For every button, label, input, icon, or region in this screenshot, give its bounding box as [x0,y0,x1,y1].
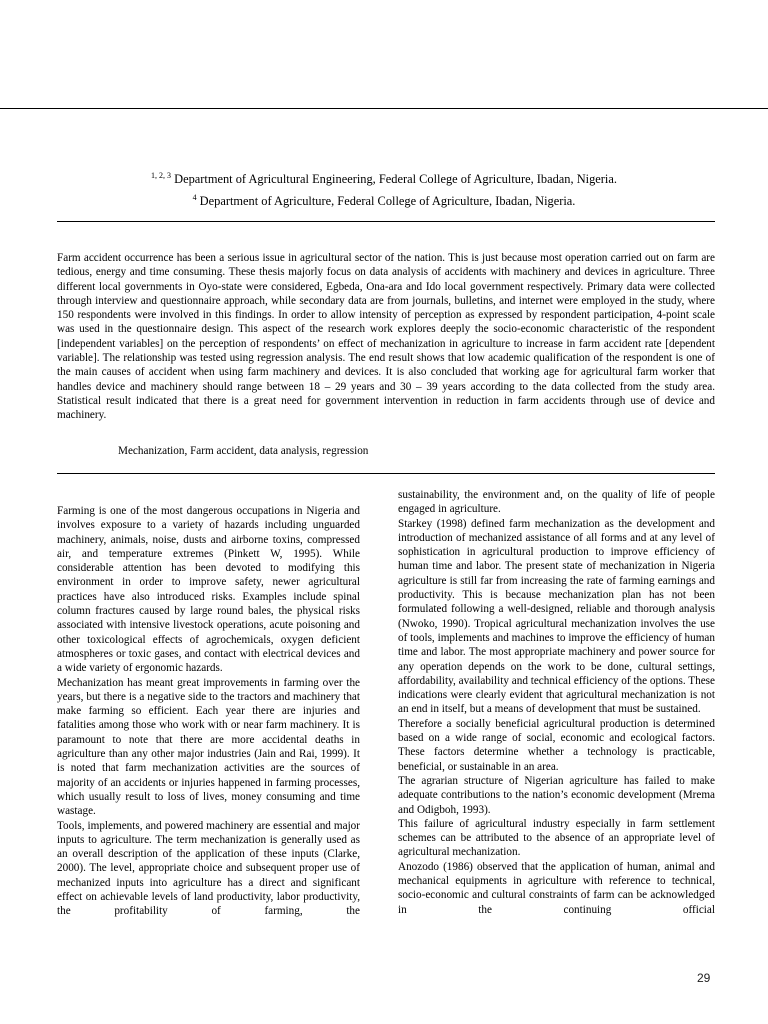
affiliation-1 [0,171,768,187]
affiliation-1-text: Department of Agricultural Engineering, Federal College of Agriculture, Ibadan, Nigeria. [171,172,617,186]
affiliation-divider [57,221,715,222]
left-paragraph-3: Tools, implements, and powered machinery are essential and major inputs to agriculture. The term mechanization is generally used as an overall description of the application of these inputs (Clarke, 2000). The level, appropriate choice and subsequent proper use of mechanized inputs into agriculture has a direct and significant effect on achievable levels of land productivity, labor productivity, the profitability of farming, the [57,819,360,918]
left-column [57,504,360,919]
right-paragraph-1: sustainability, the environment and, on the quality of life of people engaged in agriculture. [398,489,715,516]
page-number: 29 [697,971,711,985]
affiliation-2-superscript: 4 [192,193,197,202]
left-paragraph-2: Mechanization has meant great improvements in farming over the years, but there is a negative side to the tractors and machinery that make farming so efficient. Each year there are injuries and fatalities among those who work with or near farm machinery. It is paramount to note that there are more accidental deaths in agriculture than any other major industries (Jain and Rai, 1999). It is noted that farm mechanization activities are the sources of majority of an accidents or injuries happened in farming processes, which usually result to loss of lives, money consuming and time wastage. [57,676,360,818]
header-rule [0,108,768,109]
right-column [398,488,715,917]
right-paragraph-6: Anozodo (1986) observed that the application of human, animal and mechanical equipments in agriculture with reference to technical, socio-economic and cultural constraints of farm can be acknowledged in the continuing official [398,860,715,916]
left-paragraph-1: Farming is one of the most dangerous occupations in Nigeria and involves exposure to a variety of hazards including unguarded machinery, animals, noise, dusts and airborne toxins, compressed air, and temperature extremes (Pinkett W, 1995). While considerable attention has been devoted to modifying this environment in order to improve safety, newer agricultural practices have also introduced risks. Examples include spinal column fractures caused by large round bales, the physical risks associated with intensive livestock operations, acute poisoning and other toxicological effects of agrochemicals, oxygen deficient atmospheres or toxic gases, and contact with electrical devices and a wide variety of ergonomic hazards. [57,505,360,675]
affiliation-2-text: Department of Agriculture, Federal College of Agriculture, Ibadan, Nigeria. [196,194,576,208]
abstract-text: Farm accident occurrence has been a serious issue in agricultural sector of the nation. This is just because most operation carried out on farm are tedious, energy and time consuming. These thesis majorly focus on data analysis of accidents with machinery and devices in agriculture. Three different local governments in Oyo-state were considered, Egbeda, Ona-ara and Ido local government respectively. Primary data were collected through interview and questionnaire approach, while secondary data are from journals, bulletins, and internet were employed in the study, where 150 respondents were involved in this findings. In order to allow intensity of perception as expressed by respondent participation, 4-point scale was used in the questionnaire design. This aspect of the research work explores deeply the socio-economic characteristic of the respondent [independent variables] on the perception of respondents’ on effect of mechanization in agriculture to increase in farm accident rate [dependent variable]. The relationship was tested using regression analysis. The end result shows that low academic qualification of the respondent is one of the main causes of accident when using farm machinery and devices. It is also concluded that working age for agricultural farm worker that handles device and machinery should range between 18 – 29 years and 30 – 39 years according to the data collected from the study area. Statistical result indicated that there is a great need for government intervention in reduction in farm accidents through use of device and machinery. [57,252,715,422]
right-paragraph-3: Therefore a socially beneficial agricultural production is determined based on a wide range of social, economic and ecological factors. These factors determine whether a technology is practicable, beneficial, or sustainable in an area. [398,717,715,773]
affiliation-1-superscript: 1, 2, 3 [151,171,172,180]
right-paragraph-5: This failure of agricultural industry especially in farm settlement schemes can be attributed to the absence of an appropriate level of agricultural mechanization. [398,817,715,859]
keywords-divider [57,473,715,474]
right-paragraph-4: The agrarian structure of Nigerian agriculture has failed to make adequate contributions to the nation’s economic development (Mrema and Odigboh, 1993). [398,774,715,816]
right-paragraph-2: Starkey (1998) defined farm mechanization as the development and introduction of mechanized assistance of all forms and at any level of sophistication in agricultural production to improve efficiency of human time and labor. The present state of mechanization in Nigeria agriculture is still far from increasing the rate of farming earnings and productivity. This is because mechanization plan has not been formulated following a well-designed, reliable and thorough analysis (Nwoko, 1990). Tropical agricultural mechanization involves the use of tools, implements and machines to improve the efficiency of human time and labor. The most appropriate machinery and power source for any operation depends on the work to be done, cultural settings, affordability, availability and technical efficiency of the options. These indications were clearly evident that agricultural mechanization is not an end in itself, but a means of development that must be sustained. [398,517,715,716]
keywords-text: Mechanization, Farm accident, data analysis, regression [118,445,369,457]
affiliation-2 [0,193,768,209]
